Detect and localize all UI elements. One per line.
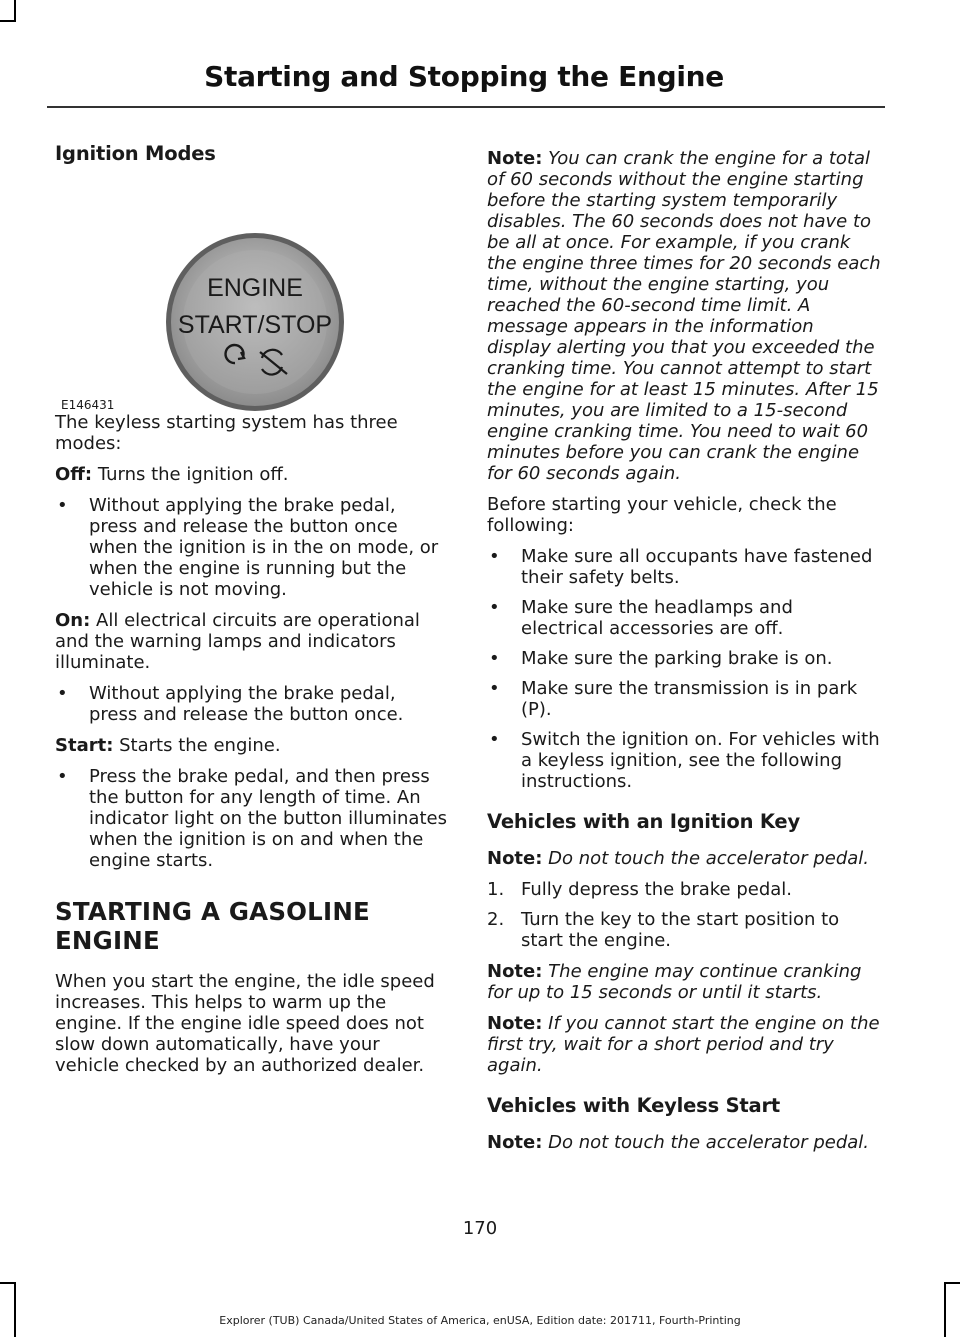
engine-start-stop-figure [55,180,447,412]
mode-start-term: Start: [55,735,114,756]
header-rule [47,106,885,108]
crop-mark-bottom-left-h [0,1282,16,1284]
page-footer: Explorer (TUB) Canada/United States of America, enUSA, Edition date: 201711, Fourth-Printing [219,1314,741,1327]
list-item: • Make sure all occupants have fastened their safety belts. [487,546,881,588]
list-item: • Without applying the brake pedal, press and release the button once when the ignition is in the on mode, or when the engine is running but the vehicle is not moving. [55,495,447,600]
ignition-modes-heading: Ignition Modes [55,142,216,165]
mode-start-bullets [55,766,447,871]
engine-start-stop-button-illustration [55,180,447,420]
crop-mark-top-left-h [0,20,16,22]
step-number: 1. [487,879,505,900]
key-start-steps [487,879,881,951]
mode-on-term: On: [55,610,91,631]
list-item: • Press the brake pedal, and then press the button for any length of time. An indicator light on the button illuminates when the ignition is on and when the engine starts. [55,766,447,871]
list-item: • Make sure the headlamps and electrical accessories are off. [487,597,881,639]
page-number: 170 [462,1218,498,1239]
figure-id: E146431 [61,398,115,412]
note-label: Note: [487,148,543,169]
note-cranking [487,961,881,1003]
crop-mark-bottom-right-h [944,1282,960,1284]
list-item [487,879,881,900]
mode-off-bullets [55,495,447,600]
mode-on-text: All electrical circuits are operational and the warning lamps and indicators illuminate. [55,610,420,673]
note-retry [487,1013,881,1076]
mode-on [55,610,447,673]
keyless-start-heading: Vehicles with Keyless Start [487,1094,781,1117]
ignition-key-heading: Vehicles with an Ignition Key [487,810,800,833]
note-text: The engine may continue cranking for up to 15 seconds or until it starts. [487,961,862,1003]
note-text: You can crank the engine for a total of 60 seconds without the engine starting before the starting system temporarily disables. The 60 seconds does not have to be all at once. For example, if you crank the engine three times for 20 seconds each time, without the engine starting, you reached the 60-second time limit. A message appears in the information display alerting you that you exceeded the cranking time. You cannot attempt to start the engine for at least 15 minutes. After 15 minutes, you are limited to a 15-second engine cranking time. You need to wait 60 minutes before you can crank the engine for 60 seconds again. [487,148,881,484]
left-column [55,142,447,1086]
mode-on-bullets [55,683,447,725]
note-text: If you cannot start the engine on the first try, wait for a short period and try again. [487,1013,880,1076]
section-title-line-2: ENGINE [55,926,160,955]
check-intro: Before starting your vehicle, check the following: [487,494,837,536]
step-text: Fully depress the brake pedal. [521,879,793,900]
crop-mark-top-left-v [14,0,16,22]
note-label: Note: [487,961,543,982]
section-title [55,897,447,955]
button-label-start-stop: START/STOP [177,311,333,339]
mode-off [55,464,447,485]
page-header-title: Starting and Stopping the Engine [204,60,724,93]
mode-start-text: Starts the engine. [113,735,281,756]
modes-intro: The keyless starting system has three modes: [55,412,398,454]
pre-start-checklist [487,546,881,792]
note-crank-limit [487,148,881,484]
mode-start [55,735,447,756]
button-label-engine: ENGINE [207,274,303,302]
list-item: • Without applying the brake pedal, press and release the button once. [55,683,447,725]
note-key [487,848,881,869]
note-label: Note: [487,848,543,869]
step-text: Turn the key to the start position to start the engine. [521,909,840,951]
section-body: When you start the engine, the idle speed increases. This helps to warm up the engine. If the engine idle speed does not slow down automatically, have your vehicle checked by an authorized dealer. [55,971,435,1076]
crop-mark-bottom-right-v [944,1282,946,1337]
right-column [487,148,881,1163]
list-item [487,909,881,951]
note-text: Do not touch the accelerator pedal. [542,1132,870,1153]
list-item: • Make sure the transmission is in park (P). [487,678,881,720]
note-text: Do not touch the accelerator pedal. [542,848,870,869]
note-keyless [487,1132,881,1153]
section-title-line-1: STARTING A GASOLINE [55,897,370,926]
mode-off-term: Off: [55,464,93,485]
note-label: Note: [487,1013,543,1034]
note-label: Note: [487,1132,543,1153]
list-item: • Make sure the parking brake is on. [487,648,881,669]
step-number: 2. [487,909,505,930]
mode-off-text: Turns the ignition off. [92,464,289,485]
list-item: • Switch the ignition on. For vehicles with a keyless ignition, see the following instructions. [487,729,881,792]
crop-mark-bottom-left-v [14,1282,16,1337]
